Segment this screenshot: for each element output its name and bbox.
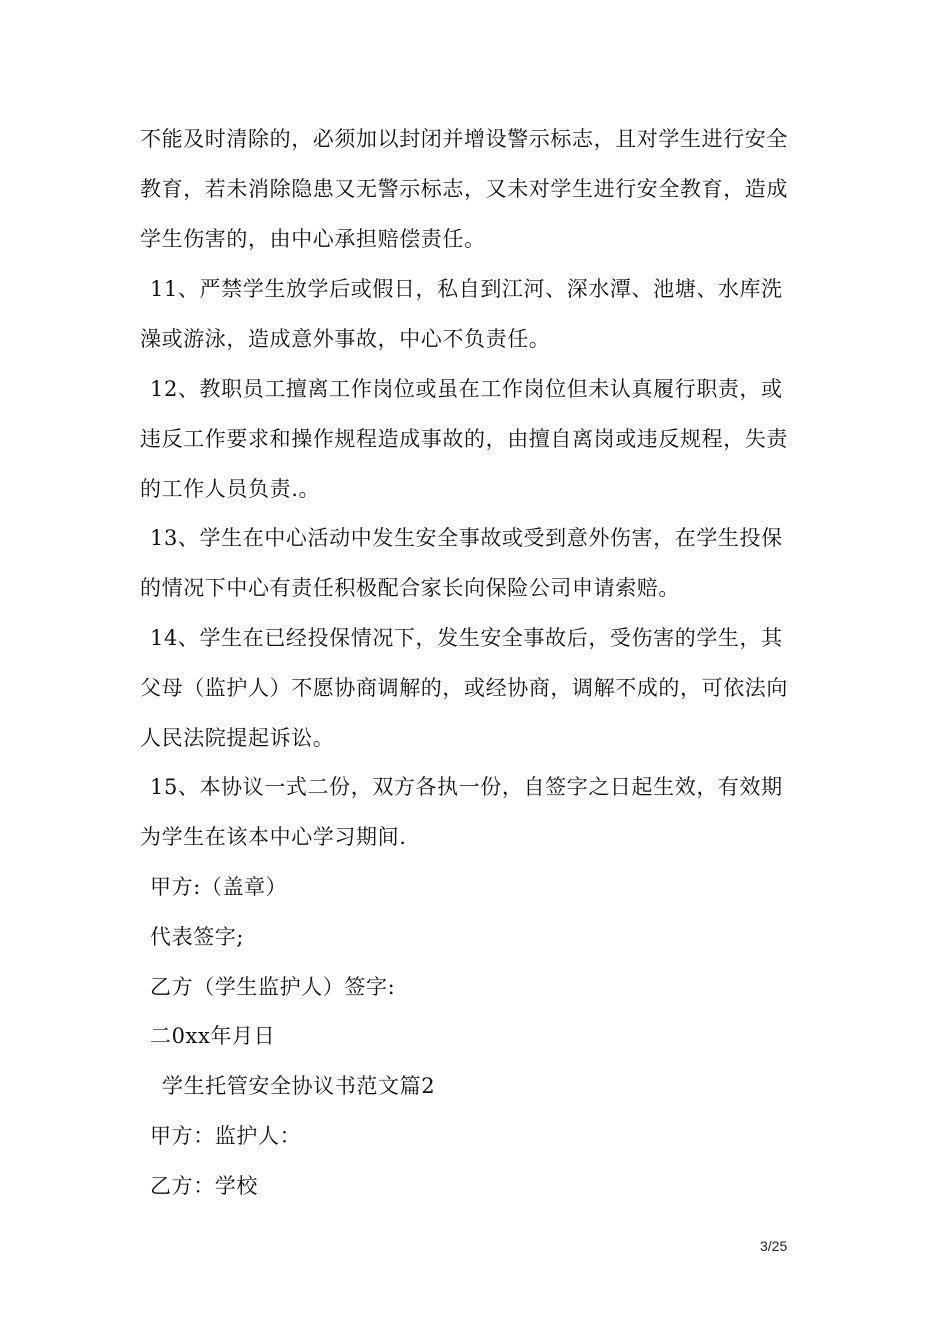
clause-11-line-1: 11、严禁学生放学后或假日，私自到江河、深水潭、池塘、水库洗 (150, 277, 783, 301)
clause-14-line-2: 父母（监护人）不愿协商调解的，或经协商，调解不成的，可依法向 (140, 676, 788, 700)
page-number: 3/25 (760, 1238, 788, 1254)
text-line-2: 教育，若未消除隐患又无警示标志，又未对学生进行安全教育，造成 (140, 177, 788, 201)
clause-14-line-3: 人民法院提起诉讼。 (140, 726, 335, 750)
clause-12-line-1: 12、教职员工擅离工作岗位或虽在工作岗位但未认真履行职责，或 (150, 377, 783, 401)
text-line-1: 不能及时清除的，必须加以封闭并增设警示标志，且对学生进行安全 (140, 127, 788, 151)
party-b-signature: 乙方（学生监护人）签字: (150, 975, 396, 999)
text-line-3: 学生伤害的，由中心承担赔偿责任。 (140, 227, 486, 251)
clause-11-line-2: 澡或游泳，造成意外事故，中心不负责任。 (140, 327, 551, 351)
clause-12-line-3: 的工作人员负责.。 (140, 477, 321, 501)
clause-12-line-2: 违反工作要求和操作规程造成事故的，由擅自离岗或违反规程，失责 (140, 427, 788, 451)
clause-15-line-2: 为学生在该本中心学习期间. (140, 825, 407, 849)
party-a-seal: 甲方:（盖章） (150, 875, 288, 899)
representative-signature: 代表签字; (150, 925, 245, 949)
clause-14-line-1: 14、学生在已经投保情况下，发生安全事故后，受伤害的学生，其 (150, 626, 783, 650)
clause-15-line-1: 15、本协议一式二份，双方各执一份，自签字之日起生效，有效期 (150, 775, 783, 799)
date-line: 二0xx年月日 (150, 1024, 276, 1048)
clause-13-line-2: 的情况下中心有责任积极配合家长向保险公司申请索赔。 (140, 576, 680, 600)
clause-13-line-1: 13、学生在中心活动中发生安全事故或受到意外伤害，在学生投保 (150, 526, 783, 550)
party-a-guardian: 甲方：监护人： (150, 1124, 302, 1148)
party-b-school: 乙方：学校 (150, 1174, 258, 1198)
section-heading: 学生托管安全协议书范文篇2 (162, 1074, 436, 1098)
